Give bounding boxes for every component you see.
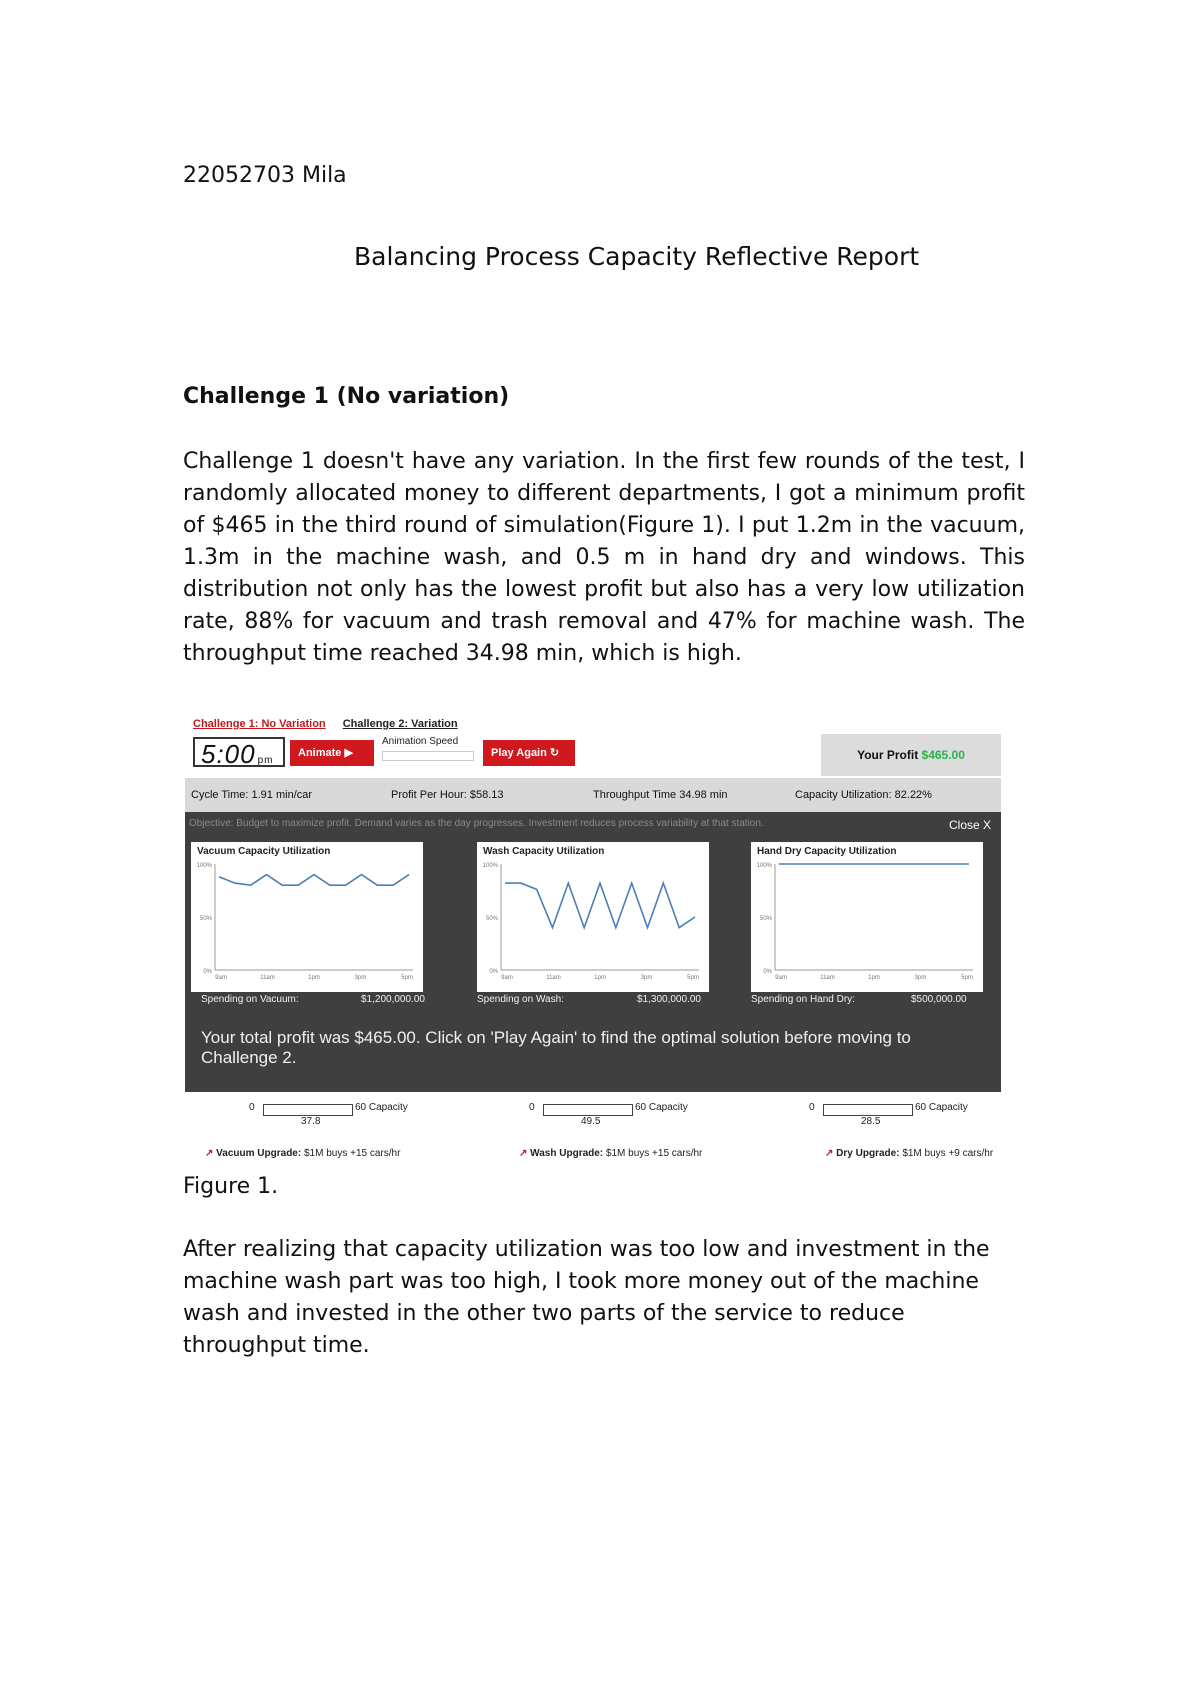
cycle-time: Cycle Time: 1.91 min/car: [191, 789, 313, 801]
x-tick-label: 3pm: [640, 975, 653, 981]
simulation-clock: [193, 737, 285, 767]
capacity-bar: [823, 1104, 913, 1116]
capacity-label: 60 Capacity: [915, 1102, 968, 1113]
vacuum-spending-value: $1,200,000.00: [361, 994, 425, 1005]
metrics-bar: [185, 778, 1001, 812]
x-tick-label: 5pm: [401, 975, 413, 981]
wash-chart-panel: [477, 842, 709, 992]
y-tick-label: 50%: [485, 916, 498, 922]
x-tick-label: 1pm: [308, 975, 320, 981]
figure-caption: Figure 1.: [183, 1174, 279, 1199]
dry-chart-panel: [751, 842, 983, 992]
y-tick-label: 100%: [196, 863, 212, 869]
vacuum-spending: [201, 994, 425, 1005]
capacity-zero: 0: [249, 1102, 255, 1113]
capacity-zero: 0: [809, 1102, 815, 1113]
x-tick-label: 5pm: [961, 975, 973, 981]
x-tick-label: 1pm: [868, 975, 880, 981]
trend-up-icon: ↗: [205, 1148, 214, 1159]
capacity-value: 37.8: [301, 1116, 321, 1127]
clock-time: 5:00: [201, 739, 256, 769]
challenge-links: [193, 718, 472, 730]
vacuum-spending-label: Spending on Vacuum:: [201, 994, 299, 1005]
dry-spending: [751, 994, 967, 1005]
utilization-series-line: [219, 875, 409, 886]
dry-spending-label: Spending on Hand Dry:: [751, 994, 855, 1005]
profit-per-hour: Profit Per Hour: $58.13: [391, 789, 504, 801]
x-tick-label: 3pm: [354, 975, 367, 981]
upgrade-name: Wash Upgrade:: [530, 1148, 604, 1159]
clock-ampm: pm: [257, 755, 274, 766]
capacity-label: 60 Capacity: [355, 1102, 408, 1113]
objective-text: Objective: Budget to maximize profit. Demand varies as the day progresses. Investment reduces process variability at that station.: [189, 818, 764, 829]
challenge-2-link: Challenge 2: Variation: [342, 718, 458, 730]
trend-up-icon: ↗: [825, 1148, 834, 1159]
wash-chart-title: Wash Capacity Utilization: [483, 846, 605, 857]
paragraph-2: After realizing that capacity utilization was too low and investment in the machine wash part was too high, I took more money out of the machine wash and invested in the other two parts of the service to reduce throughput time.: [183, 1237, 990, 1358]
wash-spending: [477, 994, 701, 1005]
total-profit-message: Your total profit was $465.00. Click on 'Play Again' to find the optimal solution before moving to Challenge 2.: [201, 1028, 911, 1067]
x-tick-label: 11am: [820, 975, 835, 981]
vacuum-chart: [191, 842, 423, 992]
animation-speed-slider: [382, 751, 474, 761]
utilization-series-line: [505, 883, 695, 928]
profit-label: Your Profit: [857, 748, 919, 762]
profit-value: $465.00: [921, 748, 965, 762]
dry-chart: [751, 842, 983, 992]
y-tick-label: 50%: [199, 916, 212, 922]
upgrade-detail: $1M buys +15 cars/hr: [605, 1148, 703, 1159]
trend-up-icon: ↗: [519, 1148, 528, 1159]
wash-spending-label: Spending on Wash:: [477, 994, 564, 1005]
report-title: Balancing Process Capacity Reflective Report: [354, 242, 920, 271]
x-tick-label: 5pm: [687, 975, 699, 981]
y-tick-label: 100%: [482, 863, 498, 869]
x-tick-label: 9am: [775, 975, 787, 981]
challenge-1-link: Challenge 1: No Variation: [193, 718, 326, 730]
wash-chart: [477, 842, 709, 992]
upgrade-name: Vacuum Upgrade:: [216, 1148, 302, 1159]
capacity-zero: 0: [529, 1102, 535, 1113]
close-button: Close X: [949, 818, 992, 832]
wash-upgrade: [519, 1148, 702, 1159]
x-tick-label: 9am: [501, 975, 513, 981]
dry-spending-value: $500,000.00: [911, 994, 967, 1005]
profit-box: [821, 734, 1001, 776]
y-tick-label: 0%: [489, 969, 498, 975]
dry-chart-title: Hand Dry Capacity Utilization: [757, 846, 897, 857]
vacuum-chart-panel: [191, 842, 423, 992]
wash-spending-value: $1,300,000.00: [637, 994, 701, 1005]
vacuum-upgrade: [205, 1148, 400, 1159]
y-tick-label: 50%: [759, 916, 772, 922]
student-id-line: 22052703 Mila: [183, 163, 347, 188]
capacity-label: 60 Capacity: [635, 1102, 688, 1113]
section-heading: Challenge 1 (No variation): [183, 384, 510, 409]
x-tick-label: 11am: [546, 975, 561, 981]
animation-speed-label: Animation Speed: [382, 736, 459, 747]
upgrade-name: Dry Upgrade:: [836, 1148, 900, 1159]
results-overlay: [185, 812, 1001, 1092]
throughput-time: Throughput Time 34.98 min: [593, 789, 728, 801]
paragraph-1: Challenge 1 doesn't have any variation. In the first few rounds of the test, I randomly allocated money to different departments, I got a minimum profit of $465 in the third round of simulation(Figure 1). I put 1.2m in the vacuum, 1.3m in the machine wash, and 0.5 m in hand dry and windows. This distribution not only has the lowest profit but also has a very low utilization rate, 88% for vacuum and trash removal and 47% for machine wash. The throughput time reached 34.98 min, which is high.: [183, 449, 1025, 666]
figure-screenshot: [185, 716, 1025, 1162]
x-tick-label: 9am: [215, 975, 227, 981]
x-tick-label: 11am: [260, 975, 275, 981]
upgrade-detail: $1M buys +9 cars/hr: [902, 1148, 994, 1159]
upgrade-detail: $1M buys +15 cars/hr: [303, 1148, 401, 1159]
animate-button: Animate ▶: [290, 740, 374, 766]
y-tick-label: 100%: [756, 863, 772, 869]
y-tick-label: 0%: [203, 969, 212, 975]
x-tick-label: 1pm: [594, 975, 606, 981]
y-tick-label: 0%: [763, 969, 772, 975]
vacuum-chart-title: Vacuum Capacity Utilization: [197, 846, 331, 857]
dry-upgrade: [825, 1148, 993, 1159]
capacity-value: 49.5: [581, 1116, 601, 1127]
capacity-utilization: Capacity Utilization: 82.22%: [795, 789, 932, 801]
play-again-button: Play Again ↻: [483, 740, 575, 766]
capacity-bar: [263, 1104, 353, 1116]
x-tick-label: 3pm: [914, 975, 927, 981]
capacity-bar: [543, 1104, 633, 1116]
capacity-value: 28.5: [861, 1116, 881, 1127]
